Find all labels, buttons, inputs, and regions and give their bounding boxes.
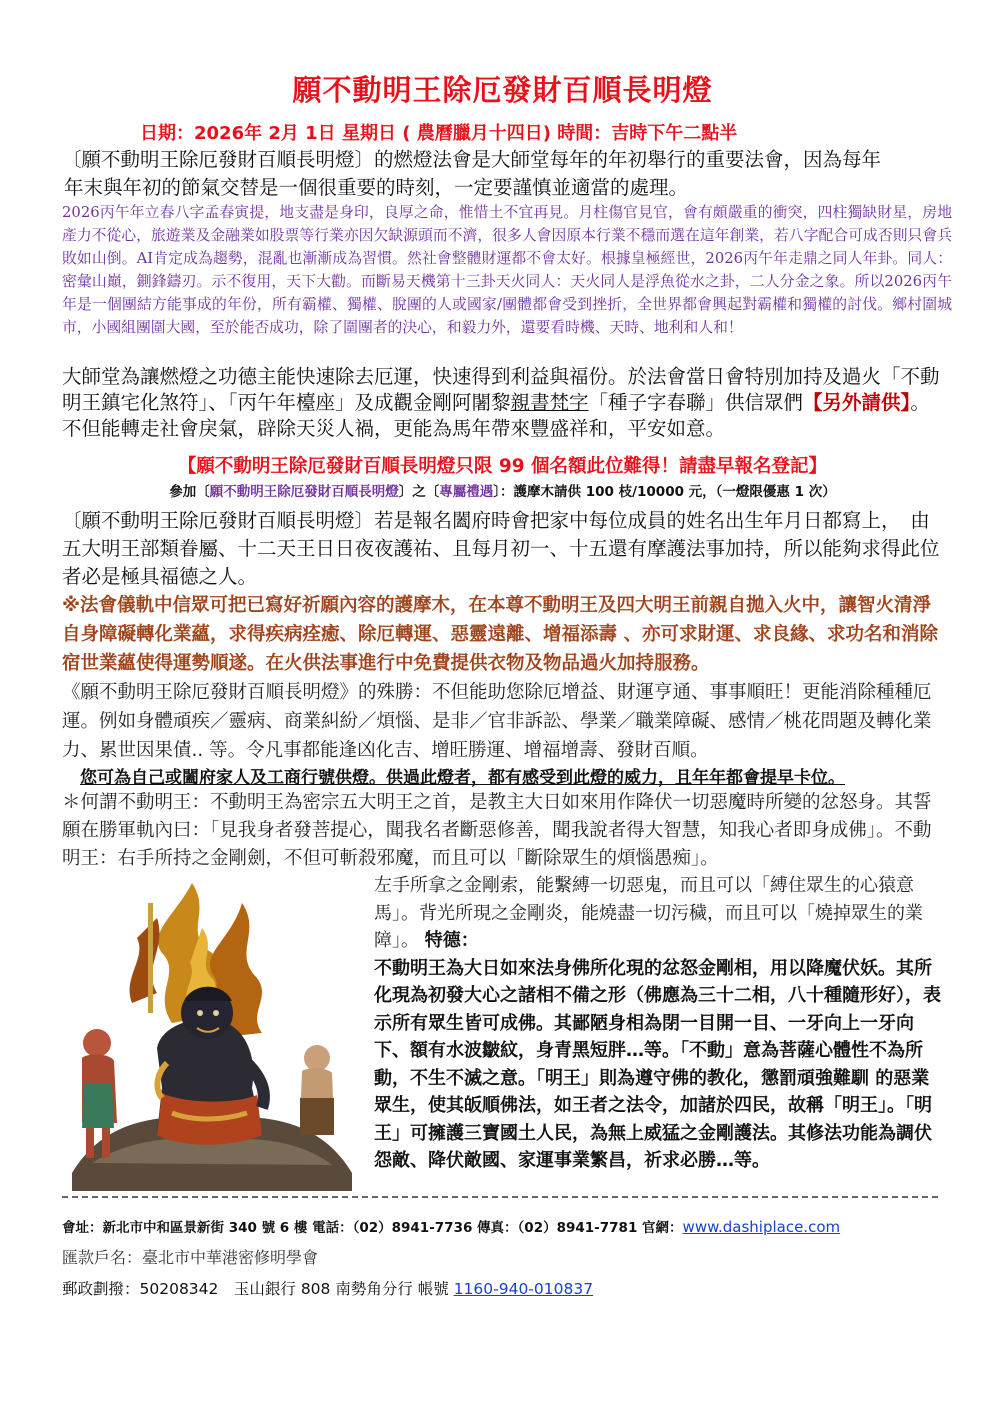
- account-number-link[interactable]: 1160-940-010837: [453, 1280, 594, 1298]
- join-d: 專屬禮遇: [439, 484, 494, 500]
- limit-notice: 【願不動明王除厄發財百順長明燈只限 99 個名額此位難得！請盡早報名登記】: [177, 456, 828, 477]
- join-e: 〕：護摩木請供 100 枝/10000 元，（一燈限優惠 1 次）: [493, 484, 836, 500]
- blessing-text-b: 「種子字春聯」供信眾們: [588, 391, 804, 414]
- postal-text: 郵政劃撥：50208342 玉山銀行 808 南勢角分行 帳號: [62, 1280, 454, 1298]
- blessing-paragraph: [62, 364, 942, 442]
- fudo-description-column: [374, 872, 944, 1175]
- blessing-underline: 親書梵字: [510, 391, 589, 414]
- extra-request-label: 【另外請供】: [803, 391, 911, 414]
- footer-divider: [62, 1196, 938, 1198]
- bank-line: [62, 1277, 593, 1299]
- fudo-myoo-statue-image: [62, 873, 362, 1191]
- join-c: 〕之〔: [398, 484, 440, 500]
- contact-line: [62, 1216, 840, 1236]
- ritual-paragraph: ※法會儀軌中信眾可把已寫好祈願內容的護摩木，在本尊不動明王及四大明王前親自拋入火中，讓智火清淨自身障礙轉化業蘊，求得疾病痊癒、除厄轉運、惡靈遠離、增福添壽 、亦可求財運、求良緣、求功名和消除宿世業蘊使得運勢順遂。在火供法事進行中免費提供衣物及物品過火加持服務。: [62, 595, 938, 674]
- join-offer-line: [0, 480, 1005, 500]
- website-link[interactable]: www.dashiplace.com: [682, 1218, 841, 1236]
- intro-paragraph: [62, 146, 942, 202]
- supply-notice: 您可為自己或闔府家人及工商行號供燈。供過此燈者，都有感受到此燈的威力，且年年都會提早卡位。: [80, 768, 845, 788]
- fudo-intro-paragraph: ＊何謂不動明王：不動明王為密宗五大明王之首，是教主大日如來用作降伏一切惡魔時所變的忿怒身。其誓願在勝軍軌內曰：「見我身者發菩提心，聞我名者斷惡修善，聞我說者得大智慧，知我心者即身成佛」。不動明王：右手所持之金剛劍，不但可斬殺邪魔，而且可以「斷除眾生的煩惱愚痴」。: [62, 792, 932, 869]
- intro-line-2: 年末與年初的節氣交替是一個很重要的時刻，一定要謹慎並適當的處理。: [64, 176, 689, 199]
- registration-paragraph: 〔願不動明王除厄發財百順長明燈〕若是報名闔府時會把家中每位成員的姓名出生年月日都寫上， 由五大明王部類眷屬、十二天王日日夜夜護祐、且每月初一、十五還有摩護法事加持，所以能夠求得此位者必是極具福德之人。: [62, 509, 940, 588]
- account-name-line: 匯款戶名：臺北市中華港密修明學會: [62, 1248, 319, 1267]
- blessing-text-c: 。不但能轉走社會戾氣，辟除天災人禍，更能為馬年帶來豐盛祥和，平安如意。: [62, 391, 930, 440]
- join-b: 願不動明王除厄發財百順長明燈: [209, 484, 399, 500]
- right-attendant-figure: [300, 1045, 334, 1135]
- intro-line-1: 〔願不動明王除厄發財百順長明燈〕的燃燈法會是大師堂每年的年初舉行的重要法會，因為每年: [62, 148, 882, 171]
- forecast-paragraph: 2026丙午年立春八字孟春寅提，地支盡是身印，良厚之命，惟惜土不宜再見。月柱傷官見官，會有頗嚴重的衝突，四柱獨缺財星，房地產力不從心，旅遊業及金融業如股票等行業亦因欠缺源頭而不濟，很多人會因原本行業不穩而選在這年創業，若八字配合可成否則只會兵敗如山倒。AI肯定成為趨勢，混亂也漸漸成為習慣。然社會整體財運都不會太好。根據皇極經世，2026丙午年走鼎之同人年卦。同人：密彙山巔，鍘鋒鑄刃。示不復用，天下大勸。而斷易天機第十三卦天火同人：天火同人是浮魚從水之卦，二人分金之象。所以2026丙午年是一個團結方能事成的年份，所有霸權、獨權、脫團的人或國家/團體都會受到挫折，全世界都會興起對霸權和獨權的討伐。鄉村圍城市，小國組團圍大國，至於能否成功，除了圍團者的決心，和毅力外，還要看時機、天時、地利和人和！: [62, 204, 952, 337]
- feature-description: 不動明王為大日如來法身佛所化現的忿怒金剛相，用以降魔伏妖。其所化現為初發大心之諸相不備之形（佛應為三十二相，八十種隨形好），表示所有眾生皆可成佛。其鄙陋身相為閉一目開一目、一牙向上一牙向下、額有水波皺紋，身青黑短胖…等。「不動」意為菩薩心體性不為所動，不生不滅之意。「明王」則為遵守佛的教化，懲罰頑強難馴 的惡業眾生，使其皈順佛法，如王者之法令，加諸於四民，故稱「明王」。「明王」可擁護三寶國土人民，為無上威猛之金剛護法。其修法功能為調伏怨敵、降伏敵國、家運事業繁昌，祈求必勝…等。: [374, 957, 941, 1171]
- join-a: 參加〔: [169, 484, 210, 500]
- address-text: 會址：新北市中和區景新街 340 號 6 樓 電話：（02）8941-7736 傳真：（02）8941-7781 官網：: [62, 1220, 683, 1236]
- benefits-paragraph: 《願不動明王除厄發財百順長明燈》的殊勝：不但能助您除厄增益、財運亨通、事事順旺！更能消除種種厄運。例如身體頑疾／靈病、商業糾紛／煩惱、是非／官非訴訟、學業／職業障礙、感情／桃花問題及轉化業力、累世因果債.. 等。令凡事都能逢凶化吉、增旺勝運、增福增壽、發財百順。: [62, 682, 932, 761]
- rope-description: 左手所拿之金剛索，能繫縛一切惡鬼，而且可以「縛住眾生的心猿意馬」。背光所現之金剛炎，能燒盡一切污穢，而且可以「燒掉眾生的業障」。: [374, 875, 923, 951]
- feature-label: 特德：: [424, 930, 479, 951]
- page-title: 願不動明王除厄發財百順長明燈: [292, 73, 713, 107]
- blessing-text-a: 大師堂為讓燃燈之功德主能快速除去厄運，快速得到利益與福份。於法會當日會特別加持及過火「不動明王鎮宅化煞符」、「丙午年檯座」及成觀金剛阿闍黎: [62, 365, 940, 414]
- sword-icon: [148, 903, 153, 1013]
- event-date-line: 日期：2026年 2月 1日 星期日 ( 農曆臘月十四日) 時間：吉時下午二點半: [140, 123, 738, 144]
